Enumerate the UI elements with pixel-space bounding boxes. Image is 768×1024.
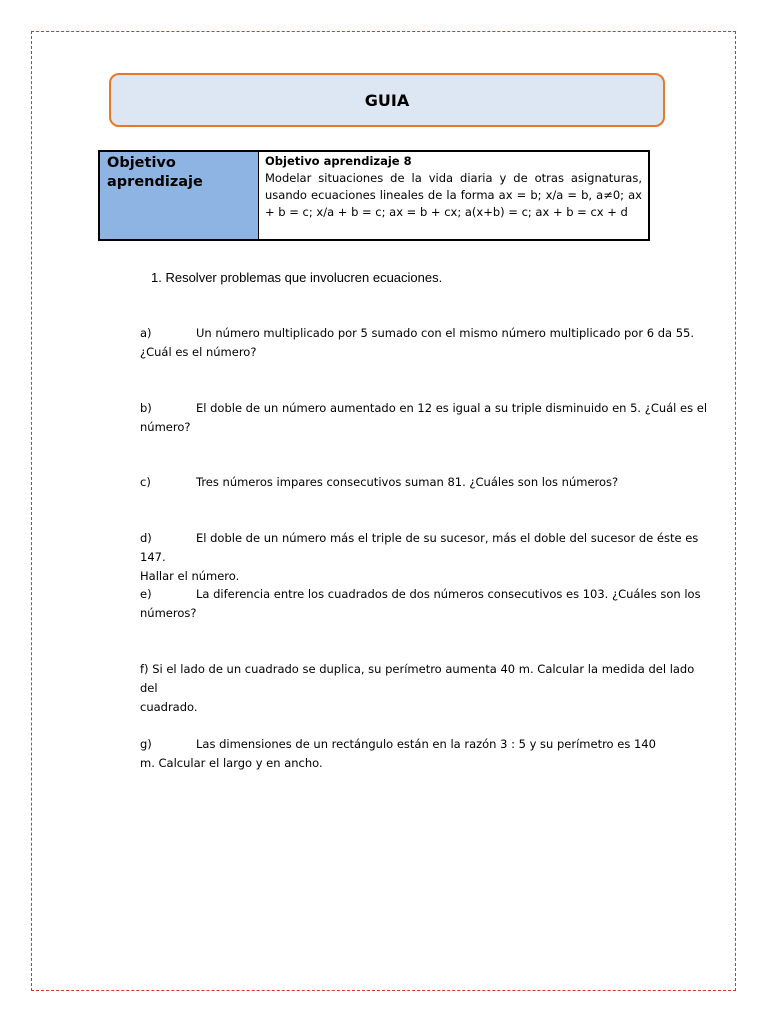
exercise-c bbox=[140, 473, 712, 492]
exercise-letter: g) bbox=[140, 737, 152, 751]
title-box bbox=[109, 73, 665, 127]
exercise-text: Un número multiplicado por 5 sumado con el mismo número multiplicado por 6 da 55. bbox=[196, 326, 694, 340]
exercise-text-cont: m. Calcular el largo y en ancho. bbox=[140, 756, 323, 770]
exercise-text: Si el lado de un cuadrado se duplica, su perímetro aumenta 40 m. Calcular la medida del lado del bbox=[140, 662, 695, 695]
exercise-text: Tres números impares consecutivos suman 81. ¿Cuáles son los números? bbox=[196, 475, 619, 489]
exercise-text: La diferencia entre los cuadrados de dos números consecutivos es 103. ¿Cuáles son los bbox=[196, 587, 701, 601]
objective-heading: Objetivo aprendizaje 8 bbox=[265, 154, 412, 168]
objective-content bbox=[259, 152, 648, 239]
exercise-e bbox=[140, 585, 712, 623]
exercise-a bbox=[140, 324, 712, 362]
exercise-letter: b) bbox=[140, 401, 152, 415]
exercise-text: Las dimensiones de un rectángulo están en la razón 3 : 5 y su perímetro es 140 bbox=[196, 737, 656, 751]
exercise-text: El doble de un número más el triple de su sucesor, más el doble del sucesor de éste es 147. bbox=[140, 531, 699, 564]
objective-label: Objetivo aprendizaje bbox=[100, 152, 259, 239]
exercise-text-cont: números? bbox=[140, 606, 197, 620]
objective-table bbox=[98, 150, 650, 241]
exercise-g bbox=[140, 735, 712, 773]
exercise-text-cont: ¿Cuál es el número? bbox=[140, 345, 257, 359]
exercise-d bbox=[140, 529, 712, 586]
section-item: 1. Resolver problemas que involucren ecuaciones. bbox=[151, 270, 443, 285]
exercise-text-cont: cuadrado. bbox=[140, 700, 198, 714]
exercise-letter: a) bbox=[140, 326, 152, 340]
page-title: GUIA bbox=[364, 90, 410, 110]
exercise-text-cont: número? bbox=[140, 420, 191, 434]
exercise-letter: f) bbox=[140, 662, 149, 676]
exercise-letter: c) bbox=[140, 475, 151, 489]
exercise-b bbox=[140, 399, 712, 437]
exercise-letter: e) bbox=[140, 587, 152, 601]
objective-text: Modelar situaciones de la vida diaria y de otras asignaturas, usando ecuaciones lineales de la forma ax = b; x/a = b, a≠0; ax + b = c; x/a + b = c; ax = b + cx; a(x+b) = c; ax + b = cx + d bbox=[265, 171, 642, 219]
exercise-text-cont: Hallar el número. bbox=[140, 569, 240, 583]
exercise-letter: d) bbox=[140, 531, 152, 545]
exercise-f bbox=[140, 660, 712, 717]
exercise-text: El doble de un número aumentado en 12 es igual a su triple disminuido en 5. ¿Cuál es el bbox=[196, 401, 708, 415]
